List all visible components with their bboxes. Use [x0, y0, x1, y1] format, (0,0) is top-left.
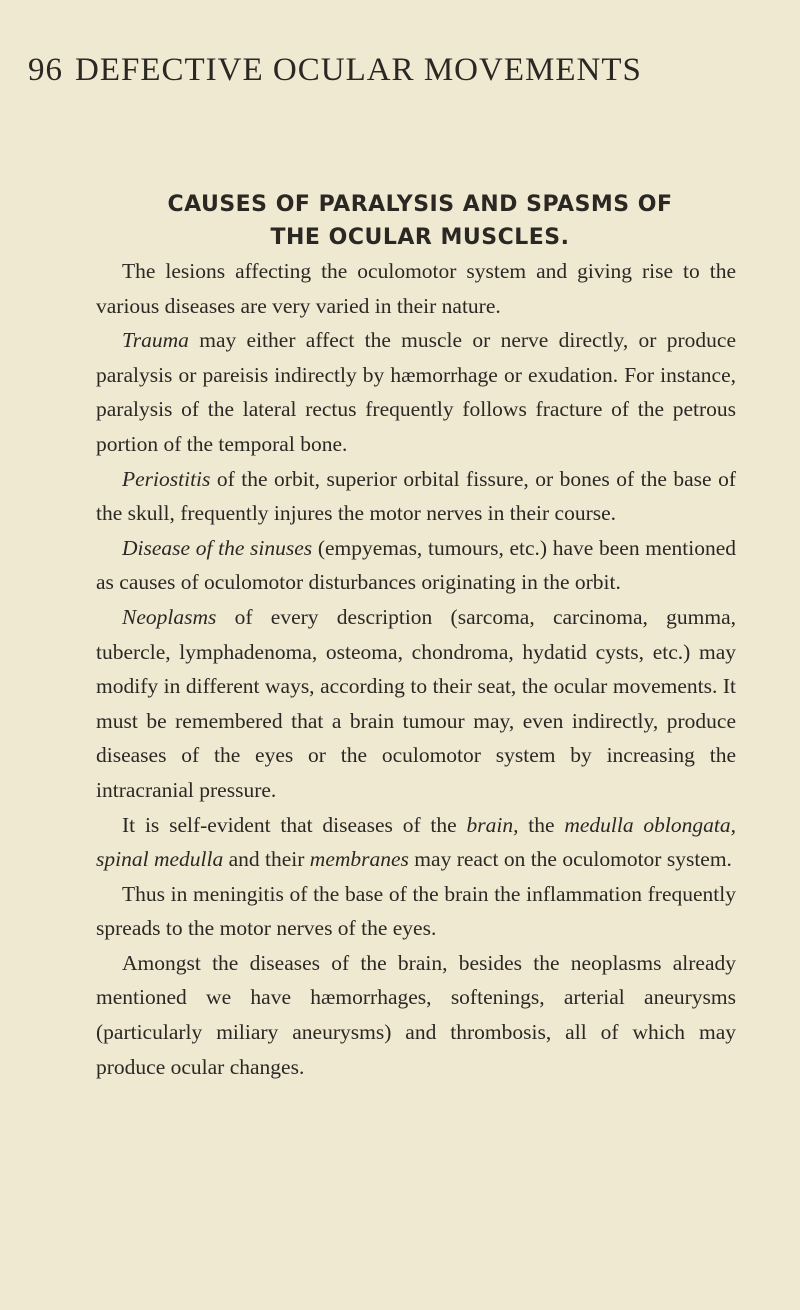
term-periostitis: Periostitis	[122, 466, 211, 491]
term-brain: brain,	[466, 812, 519, 837]
paragraph-brain	[96, 808, 736, 877]
paragraph-periostitis	[96, 462, 736, 531]
section-title-line-2: THE OCULAR MUSCLES.	[270, 225, 570, 250]
paragraph-meningitis: Thus in meningitis of the base of the brain the inflammation frequently spreads to the motor nerves of the eyes.	[96, 881, 736, 941]
paragraph-brain-text-c: and their	[223, 847, 310, 872]
body-text	[96, 254, 736, 1084]
section-title-line-1: CAUSES OF PARALYSIS AND SPASMS OF	[167, 192, 673, 217]
term-trauma: Trauma	[122, 328, 189, 353]
paragraph-neoplasms-text: of every description (sarcoma, carcinoma, gumma, tubercle, lymphadenoma, osteoma, chondroma, hydatid cysts, etc.) may modify in different ways, according to their seat, the ocular movements. It must be remembered that a brain tumour may, even indirectly, produce diseases of the eyes or the oculomotor system by increasing the intracranial pressure.	[96, 604, 736, 802]
paragraph-sinuses-text: (empyemas, tumours, etc.) have been mentioned as causes of oculomotor disturbances originating in the orbit.	[96, 535, 736, 595]
paragraph-sinuses	[96, 531, 736, 600]
term-neoplasms: Neoplasms	[122, 604, 217, 629]
term-sinuses: Disease of the sinuses	[122, 535, 313, 560]
term-medulla: medulla oblongata, spinal medulla	[96, 812, 736, 872]
paragraph-trauma-text: may either affect the muscle or nerve directly, or produce paralysis or pareisis indirectly by hæmorrhage or exudation. For instance, paralysis of the lateral rectus frequently follows fracture of the petrous portion of the temporal bone.	[96, 328, 736, 456]
running-header	[28, 52, 788, 89]
paragraph-brain-text-b: the	[518, 812, 565, 837]
paragraph-trauma	[96, 323, 736, 461]
paragraph-brain-diseases: Amongst the diseases of the brain, besides the neoplasms already mentioned we have hæmorrhages, softenings, arterial aneurysms (particularly miliary aneurysms) and thrombosis, all of which may produce ocular changes.	[96, 950, 736, 1079]
paragraph-brain-text-d: may react on the oculomotor system.	[408, 847, 732, 872]
term-membranes: membranes	[309, 847, 409, 872]
paragraph-lesions: The lesions affecting the oculomotor system and giving rise to the various diseases are very varied in their nature.	[96, 259, 736, 318]
paragraph-periostitis-text: of the orbit, superior orbital fissure, or bones of the base of the skull, frequently injures the motor nerves in their course.	[96, 466, 736, 526]
section-title	[95, 188, 745, 254]
paragraph-brain-text-a: It is self-evident that diseases of the	[122, 812, 467, 837]
page-number: 96	[28, 52, 63, 88]
running-title: DEFECTIVE OCULAR MOVEMENTS	[75, 52, 642, 88]
paragraph-neoplasms	[96, 600, 736, 808]
